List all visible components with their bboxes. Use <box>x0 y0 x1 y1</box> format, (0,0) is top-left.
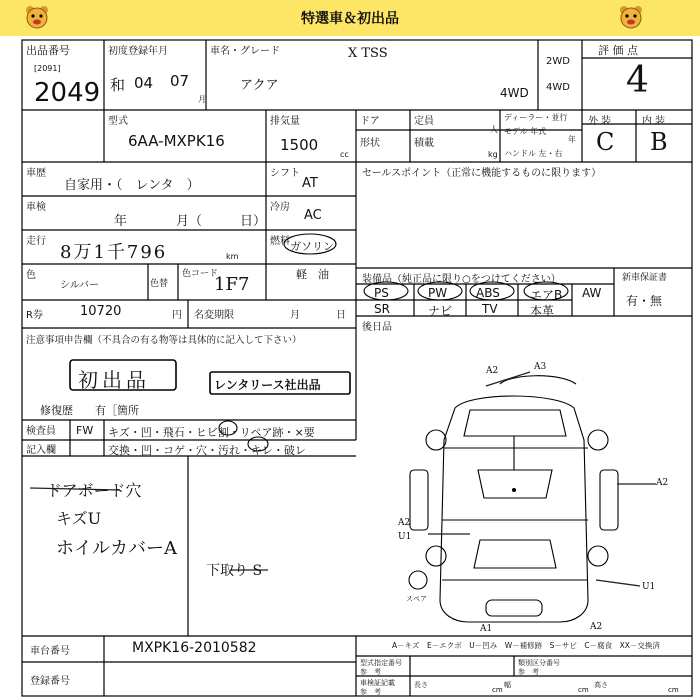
note-handwriting-3: ホイルカバーA <box>56 538 177 559</box>
spare-tire-label: スペア <box>406 595 427 603</box>
bottom-cert: 車検証記載 <box>360 679 395 687</box>
score-value: 4 <box>626 60 649 101</box>
rental-stamp: レンタリース社出品 <box>214 378 321 392</box>
recycle-unit: 円 <box>172 310 182 321</box>
first-reg-era: 和 <box>110 76 126 94</box>
model-grade: X TSS <box>348 46 388 61</box>
title-change-day: 日 <box>336 310 346 321</box>
equip-sr: SR <box>374 302 390 316</box>
capacity-unit: 人 <box>490 125 498 134</box>
equip-navi: ナビ <box>428 304 453 318</box>
first-reg-month-unit: 月 <box>198 95 206 104</box>
mileage-label: 走行 <box>26 236 46 247</box>
check-row-2: 交換・凹・コゲ・穴・汚れ・キレ・破レ <box>108 444 306 457</box>
bottom-height: 高さ <box>594 681 608 689</box>
warranty-label: 新車保証書 <box>622 273 668 283</box>
bottom-length: 長さ <box>414 681 428 689</box>
interior-grade: B <box>650 128 668 156</box>
type-label: 型式 <box>108 116 128 127</box>
shift-label: シフト <box>270 168 300 179</box>
ac-label: 冷房 <box>270 202 290 213</box>
lot-number: 2049 <box>34 78 101 108</box>
notes-label: 注意事項申告欄（不具合の有る物等は具体的に記入して下さい） <box>26 335 302 346</box>
first-reg-label: 初度登録年月 <box>108 46 168 57</box>
equip-aw: AW <box>582 286 602 300</box>
fuel-gas: ガソリン <box>290 240 334 253</box>
damage-legend: A－キズ E－エクボ U－凹み W－補修跡 S－サビ C－腐食 XX－交換済 <box>392 641 660 650</box>
car-damage-diagram <box>409 376 618 622</box>
lot-label: 出品番号 <box>26 44 70 57</box>
mark-a2-left: A2 <box>398 518 411 528</box>
equip-leather: 本革 <box>530 304 555 318</box>
mark-u1-right: U1 <box>642 582 656 592</box>
fuel-label: 燃料 <box>270 236 290 247</box>
check-row-1: キズ・凹・飛石・ヒビ割・リペア跡・×要 <box>108 426 315 439</box>
inspection-month: 月（ <box>176 214 203 229</box>
title-change-label: 名変期限 <box>194 310 234 321</box>
check-label-1: 検査員 <box>26 426 56 437</box>
inspection-day: 日） <box>240 214 267 229</box>
first-listing-stamp: 初出品 <box>78 368 150 392</box>
model-year-unit: 年 <box>568 135 576 144</box>
first-reg-year: 04 <box>134 74 154 92</box>
bottom-width: 幅 <box>504 681 511 689</box>
color-change-label: 色替 <box>150 279 169 289</box>
note-handwriting-4: 下取り S <box>206 563 263 579</box>
drive-type: 4WD <box>500 86 529 100</box>
exterior-grade: C <box>596 128 615 156</box>
equip-ps: PS <box>374 286 389 300</box>
type-value: 6AA-MXPK16 <box>128 132 225 150</box>
handle-label: ハンドル 左・右 <box>504 149 563 158</box>
equip-airbag: エアB <box>530 288 563 302</box>
model-label: 車名・グレード <box>210 46 280 57</box>
equip-abs: ABS <box>476 286 500 300</box>
load-label: 積載 <box>414 138 434 149</box>
ac-value: AC <box>304 208 322 223</box>
dealer-label: ディーラー・並行 <box>504 113 568 122</box>
chassis-label: 車台番号 <box>30 646 70 657</box>
bottom-ref-3: 参 考 <box>360 688 381 696</box>
warranty-value: 有・無 <box>626 294 663 308</box>
mileage-unit: km <box>226 252 239 261</box>
mark-u1-left: U1 <box>398 532 412 542</box>
color-code-label: 色コード <box>182 269 219 279</box>
drive-opt-4wd: 4WD <box>546 82 570 93</box>
mark-a1-bottom: A1 <box>480 624 493 634</box>
displacement-value: 1500 <box>280 136 319 154</box>
mileage-value: 8万1千796 <box>60 242 168 263</box>
bottom-model-no: 型式指定番号 <box>360 659 402 667</box>
model-year-label: モデル 年式 <box>504 127 547 136</box>
note-handwriting-1: ドアボード穴 <box>46 481 142 500</box>
bottom-class-no: 類別区分番号 <box>518 659 560 667</box>
equip-pw: PW <box>428 286 448 300</box>
history-label: 車歴 <box>26 168 46 179</box>
seat-label: 後日品 <box>362 322 392 333</box>
color-label: 色 <box>26 270 36 281</box>
check-label-2: 記入欄 <box>26 445 56 456</box>
load-unit: kg <box>488 150 498 159</box>
color-value: シルバー <box>60 280 100 291</box>
registration-label: 登録番号 <box>30 676 70 687</box>
history-value: 自家用・（ レンタ ） <box>64 178 200 193</box>
bottom-length-unit: cm <box>492 686 503 694</box>
inspection-label: 車検 <box>26 202 46 213</box>
title-change-month: 月 <box>290 310 300 321</box>
banner-title: 特選車＆初出品 <box>301 11 399 27</box>
shift-value: AT <box>302 176 318 191</box>
check-fw: FW <box>76 424 94 437</box>
exterior-label: 外 装 <box>588 116 612 127</box>
interior-label: 内 装 <box>642 116 666 127</box>
fuel-diesel: 軽 油 <box>296 268 329 281</box>
drive-opt-2wd: 2WD <box>546 56 570 67</box>
repair-history: 修復歴 有［箇所 <box>40 404 139 417</box>
recycle-value: 10720 <box>80 304 122 319</box>
bottom-height-unit: cm <box>668 686 679 694</box>
equip-tv: TV <box>482 302 498 316</box>
model-name: アクア <box>240 78 279 93</box>
note-handwriting-2: キズU <box>56 509 102 528</box>
mark-a2-right: A2 <box>656 478 669 488</box>
bottom-ref-1: 参 考 <box>360 668 381 676</box>
color-code: 1F7 <box>214 274 250 295</box>
mark-a2-bottom: A2 <box>590 622 603 632</box>
recycle-label: R券 <box>26 310 43 321</box>
displacement-label: 排気量 <box>270 116 300 127</box>
bottom-width-unit: cm <box>578 686 589 694</box>
chassis-value: MXPK16-2010582 <box>132 640 257 656</box>
mark-a2-top: A2 <box>486 366 499 376</box>
lot-code: [2091] <box>34 64 61 73</box>
door-label: ドア <box>360 116 380 127</box>
mark-a3-top: A3 <box>534 362 547 372</box>
sales-point-label: セールスポイント（正常に機能するものに限ります） <box>362 168 602 179</box>
displacement-unit: cc <box>340 150 349 159</box>
inspection-year: 年 <box>114 214 128 229</box>
shape-label: 形状 <box>360 138 380 149</box>
capacity-label: 定員 <box>414 116 434 127</box>
equipment-label: 装備品（純正品に限り○をつけてください） <box>362 274 561 285</box>
score-label: 評 価 点 <box>598 44 638 57</box>
first-reg-month: 07 <box>170 72 190 90</box>
bottom-ref-2: 参 考 <box>518 668 539 676</box>
